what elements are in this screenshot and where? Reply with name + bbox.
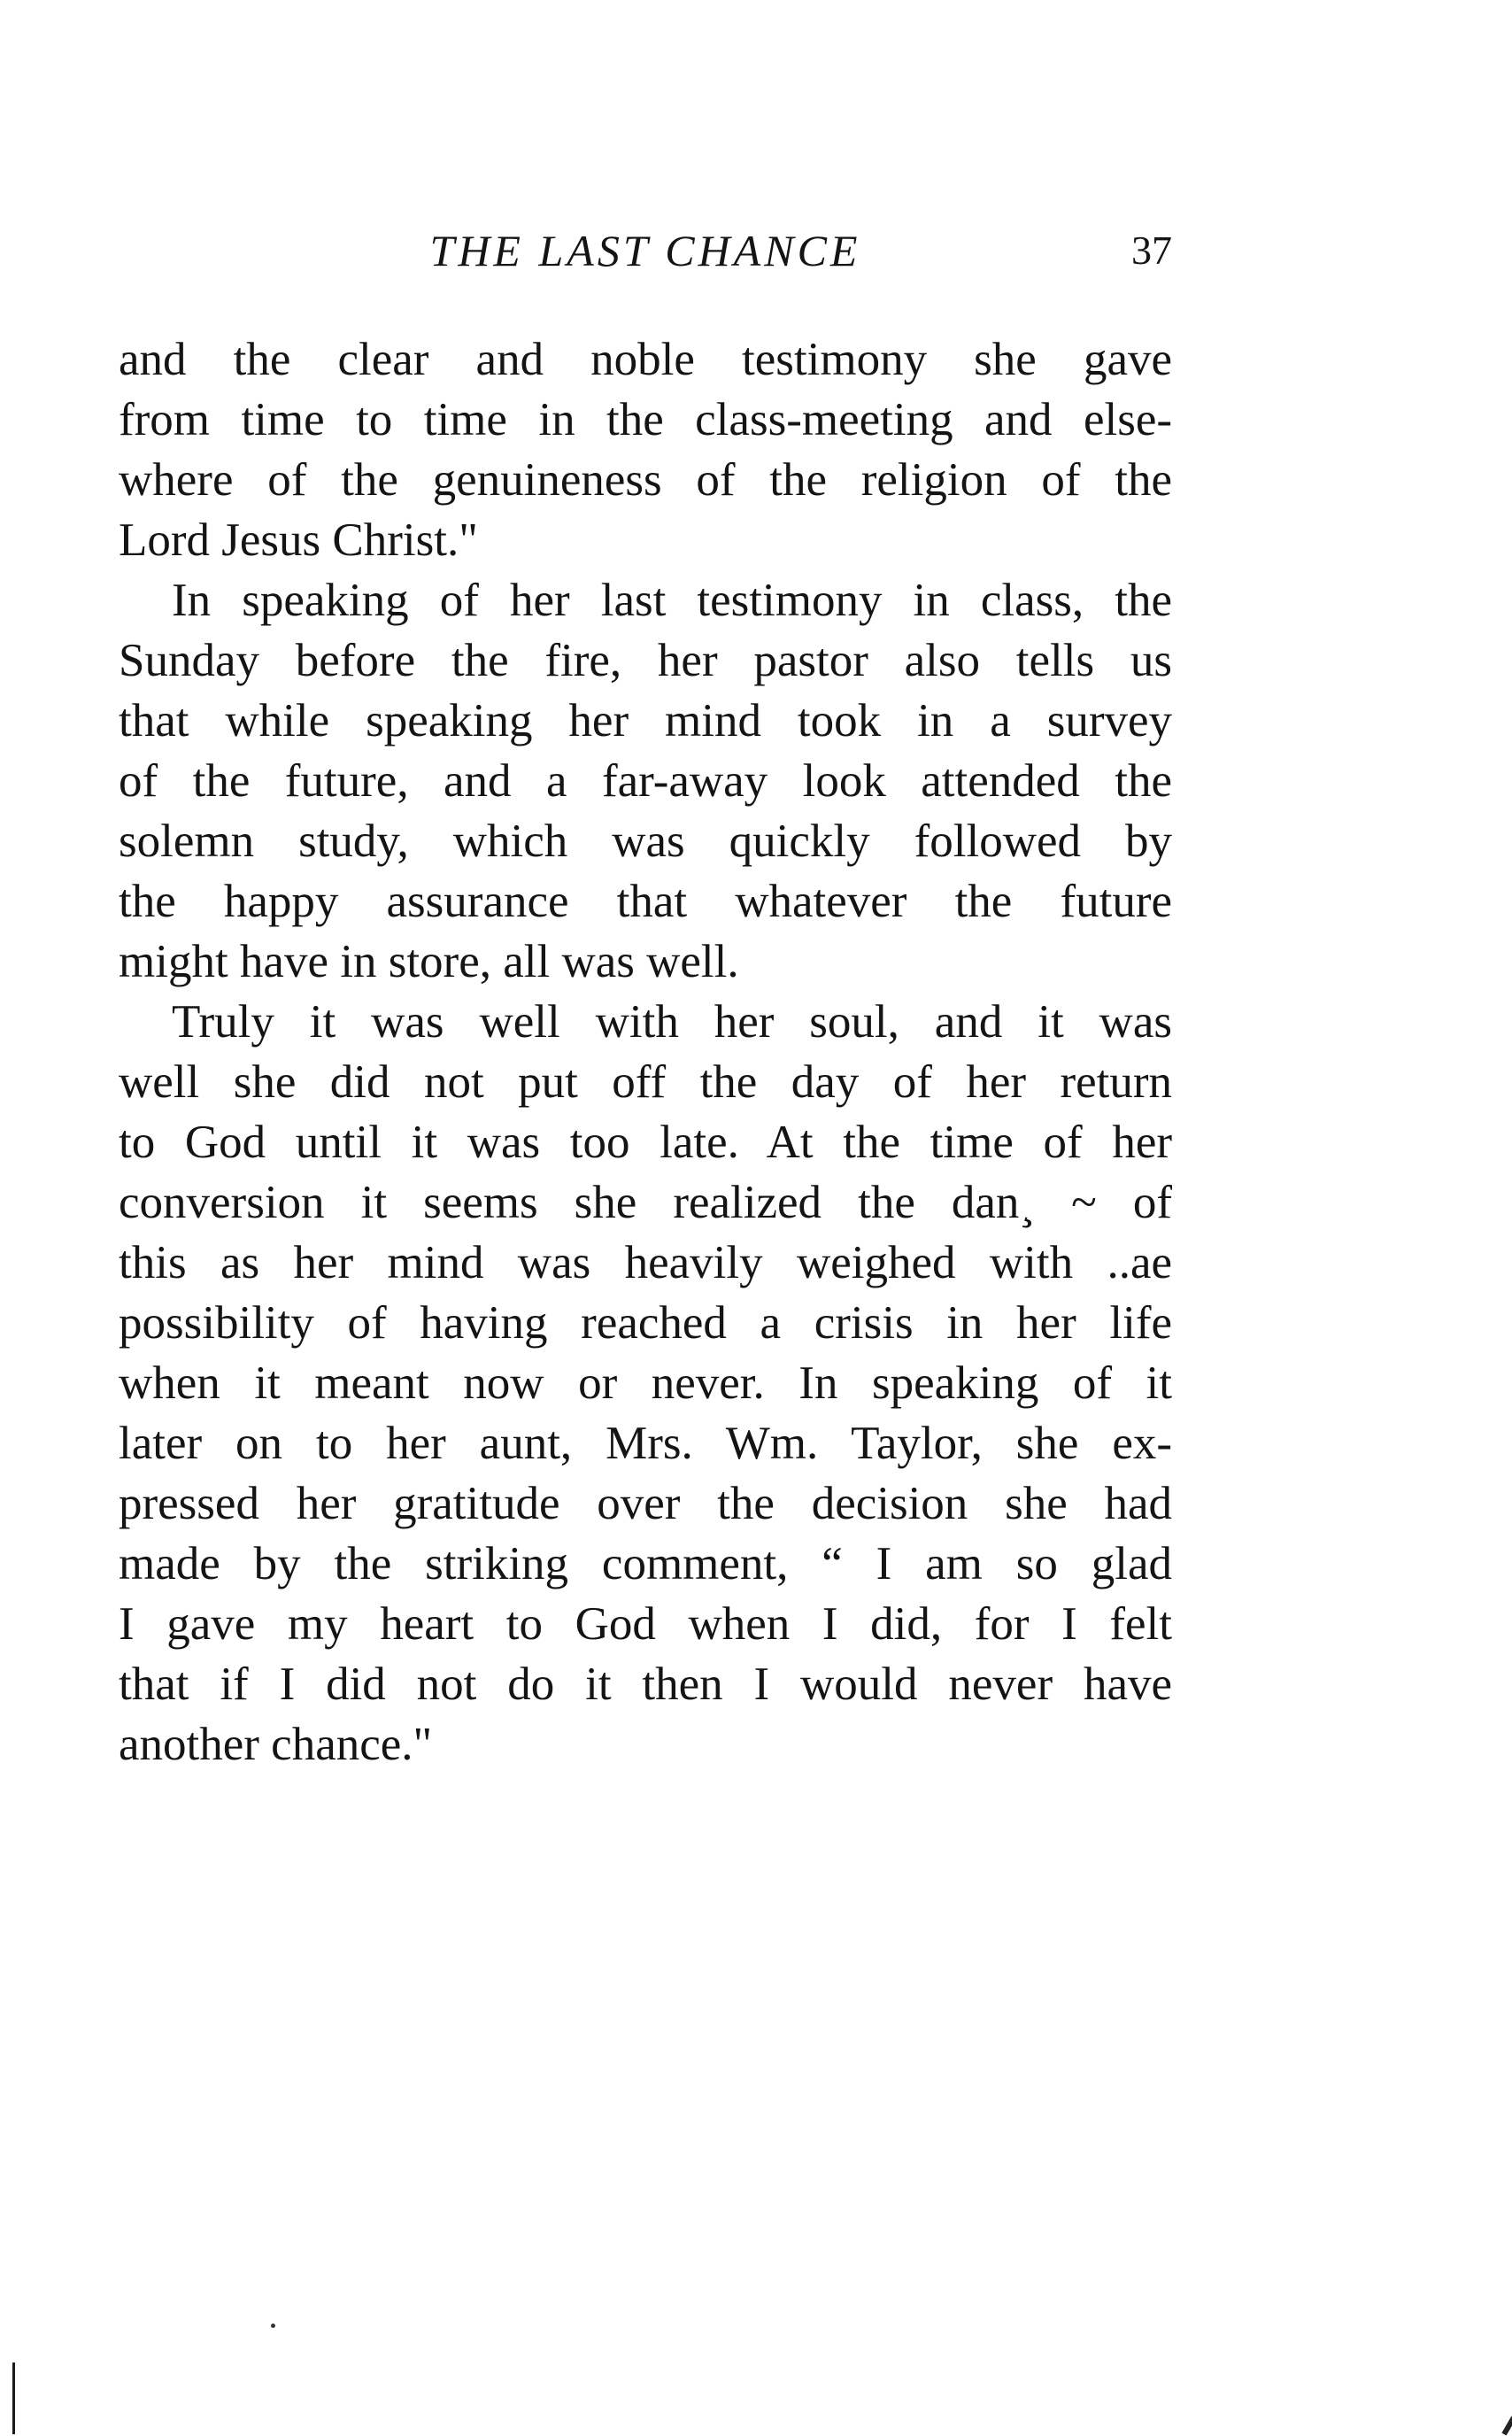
text-line: where of the genuineness of the religion of the [119,454,1172,506]
text-line: solemn study, which was quickly followed by [119,816,1172,867]
text-line: conversion it seems she realized the dan¸ ~ of [119,1177,1172,1228]
text-line: and the clear and noble testimony she gave [119,334,1172,385]
text-line: might have in store, all was well. [119,936,739,987]
text-line: I gave my heart to God when I did, for I felt [119,1598,1172,1650]
text-line: possibility of having reached a crisis in her life [119,1297,1172,1349]
text-line: made by the striking comment, “ I am so glad [119,1538,1172,1589]
scan-speck [271,2324,275,2328]
page-header [119,220,1172,282]
paragraph-start-line: In speaking of her last testimony in class, the [172,575,1172,626]
running-title: THE LAST CHANCE [429,226,861,275]
scan-margin-line [12,2363,15,2434]
page-number: 37 [1131,228,1172,273]
text-line: later on to her aunt, Mrs. Wm. Taylor, she ex- [119,1418,1172,1469]
text-line: that while speaking her mind took in a survey [119,695,1172,746]
text-line: to God until it was too late. At the time of her [119,1117,1172,1168]
text-line: another chance." [119,1719,433,1770]
text-line: that if I did not do it then I would never have [119,1659,1172,1710]
scan-corner-mark [1501,2416,1512,2435]
text-line: when it meant now or never. In speaking of it [119,1357,1172,1409]
paragraph-start-line: Truly it was well with her soul, and it was [172,996,1172,1048]
text-line: Lord Jesus Christ." [119,514,478,566]
text-line: well she did not put off the day of her return [119,1056,1172,1108]
text-line: Sunday before the fire, her pastor also tells us [119,635,1172,686]
body-text [119,329,1172,1775]
text-line: the happy assurance that whatever the future [119,876,1172,927]
text-line: from time to time in the class-meeting and else- [119,394,1172,445]
text-line: this as her mind was heavily weighed with ..ae [119,1237,1172,1288]
text-line: of the future, and a far-away look attended the [119,755,1172,807]
text-line: pressed her gratitude over the decision she had [119,1478,1172,1529]
